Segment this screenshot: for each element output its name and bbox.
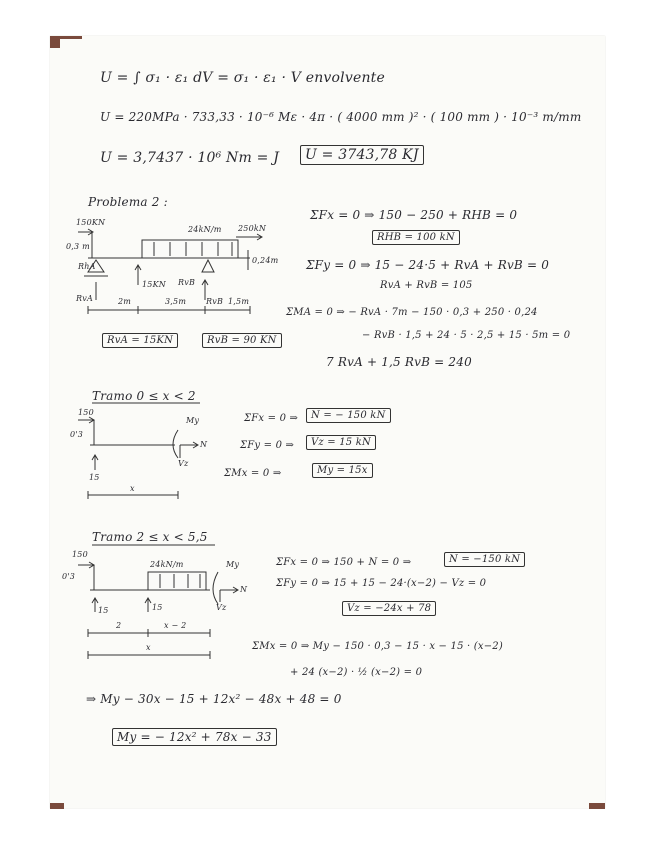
tramo2-eq-m1: ΣMx = 0 ⇒ My − 150 · 0,3 − 15 · x − 15 · (x−2) bbox=[252, 641, 503, 652]
result-box-rva: RvA = 15KN bbox=[102, 333, 178, 348]
tramo1-result-n: N = − 150 kN bbox=[306, 408, 391, 423]
tramo1-eq-fy: ΣFy = 0 ⇒ bbox=[240, 440, 295, 451]
tramo2-eq-fx: ΣFx = 0 ⇒ 150 + N = 0 ⇒ bbox=[276, 557, 412, 568]
roller-support-b bbox=[202, 260, 214, 272]
label-0-3m: 0,3 m bbox=[66, 242, 90, 251]
label-rvb: RvB bbox=[206, 297, 224, 306]
label-span-2m: 2m bbox=[118, 297, 132, 306]
moment-arc bbox=[173, 430, 178, 458]
tramo1-result-vz: Vz = 15 kN bbox=[306, 435, 376, 450]
label-150: 150 bbox=[72, 550, 88, 559]
label-0-3: 0'3 bbox=[70, 430, 83, 439]
eq-moment-2: − RvB · 1,5 + 24 · 5 · 2,5 + 15 · 5m = 0 bbox=[362, 330, 571, 341]
label-seg-x-2: x − 2 bbox=[164, 621, 187, 630]
label-span-1-5m: 1,5m bbox=[228, 297, 250, 306]
label-dist-load: 24kN/m bbox=[150, 560, 184, 569]
tramo1-eq-mx: ΣMx = 0 ⇒ bbox=[224, 468, 282, 479]
section-title-tramo-1: Tramo 0 ≤ x < 2 bbox=[92, 389, 196, 403]
section-title-tramo-2: Tramo 2 ≤ x < 5,5 bbox=[92, 530, 208, 544]
tramo1-result-my: My = 15x bbox=[312, 463, 373, 478]
label-n: N bbox=[200, 440, 208, 449]
label-15-a: 15 bbox=[98, 606, 109, 615]
label-0-3: 0'3 bbox=[62, 572, 75, 581]
eq-sum-fy: ΣFy = 0 ⇒ 15 − 24·5 + RvA + RvB = 0 bbox=[306, 258, 550, 272]
label-x: x bbox=[146, 643, 151, 652]
section-title-problema-2: Problema 2 : bbox=[88, 195, 168, 209]
label-250kn: 250kN bbox=[238, 224, 267, 233]
label-n: N bbox=[240, 585, 248, 594]
result-box-rhb: RHB = 100 kN bbox=[372, 230, 460, 245]
label-seg-2: 2 bbox=[116, 621, 122, 630]
eq-moment-1: ΣMA = 0 ⇒ − RvA · 7m − 150 · 0,3 + 250 · 0,24 bbox=[286, 307, 538, 318]
label-dist-load: 24kN/m bbox=[188, 225, 222, 234]
label-vz: Vz bbox=[216, 603, 227, 612]
tramo2-result-vz: Vz = −24x + 78 bbox=[342, 601, 436, 616]
label-150kn: 150KN bbox=[76, 218, 106, 227]
label-x: x bbox=[130, 484, 135, 493]
tramo2-result-my: My = − 12x² + 78x − 33 bbox=[112, 728, 277, 746]
tramo1-eq-fx: ΣFx = 0 ⇒ bbox=[244, 413, 299, 424]
label-rva: RvA bbox=[76, 294, 93, 303]
label-15kn: 15KN bbox=[142, 280, 166, 289]
label-15-b: 15 bbox=[152, 603, 163, 612]
label-15: 15 bbox=[89, 473, 100, 482]
equation-line-1: U = ∫ σ₁ · ε₁ dV = σ₁ · ε₁ · V envolvente bbox=[100, 70, 385, 86]
tramo2-eq-m2: + 24 (x−2) · ½ (x−2) = 0 bbox=[290, 667, 423, 678]
label-0-24m: 0,24m bbox=[252, 256, 279, 265]
label-vz: Vz bbox=[178, 459, 189, 468]
label-rha: RhA bbox=[78, 262, 96, 271]
eq-moment-3: 7 RvA + 1,5 RvB = 240 bbox=[326, 355, 472, 369]
equation-line-3: U = 3,7437 · 10⁶ Nm = J bbox=[100, 150, 280, 166]
result-box-energy: U = 3743,78 KJ bbox=[300, 145, 424, 165]
label-my: My bbox=[186, 416, 200, 425]
tramo2-distributed-load bbox=[148, 572, 206, 590]
equation-line-2: U = 220MPa · 733,33 · 10⁻⁶ Mε · 4π · ( 4000 mm )² · ( 100 mm ) · 10⁻³ m/mm bbox=[100, 110, 582, 124]
label-150: 150 bbox=[78, 408, 94, 417]
label-my: My bbox=[226, 560, 240, 569]
label-rvb-mid: RvB bbox=[178, 278, 196, 287]
label-span-3-5m: 3,5m bbox=[165, 297, 187, 306]
result-box-rvb: RvB = 90 KN bbox=[202, 333, 282, 348]
tramo2-eq-fy: ΣFy = 0 ⇒ 15 + 15 − 24·(x−2) − Vz = 0 bbox=[276, 578, 487, 589]
eq-rva-rvb: RvA + RvB = 105 bbox=[380, 280, 473, 291]
distributed-load-box bbox=[142, 240, 238, 258]
tramo2-eq-m3: ⇒ My − 30x − 15 + 12x² − 48x + 48 = 0 bbox=[86, 692, 342, 706]
tramo2-result-n: N = −150 kN bbox=[444, 552, 525, 567]
eq-sum-fx: ΣFx = 0 ⇒ 150 − 250 + RHB = 0 bbox=[310, 208, 518, 222]
